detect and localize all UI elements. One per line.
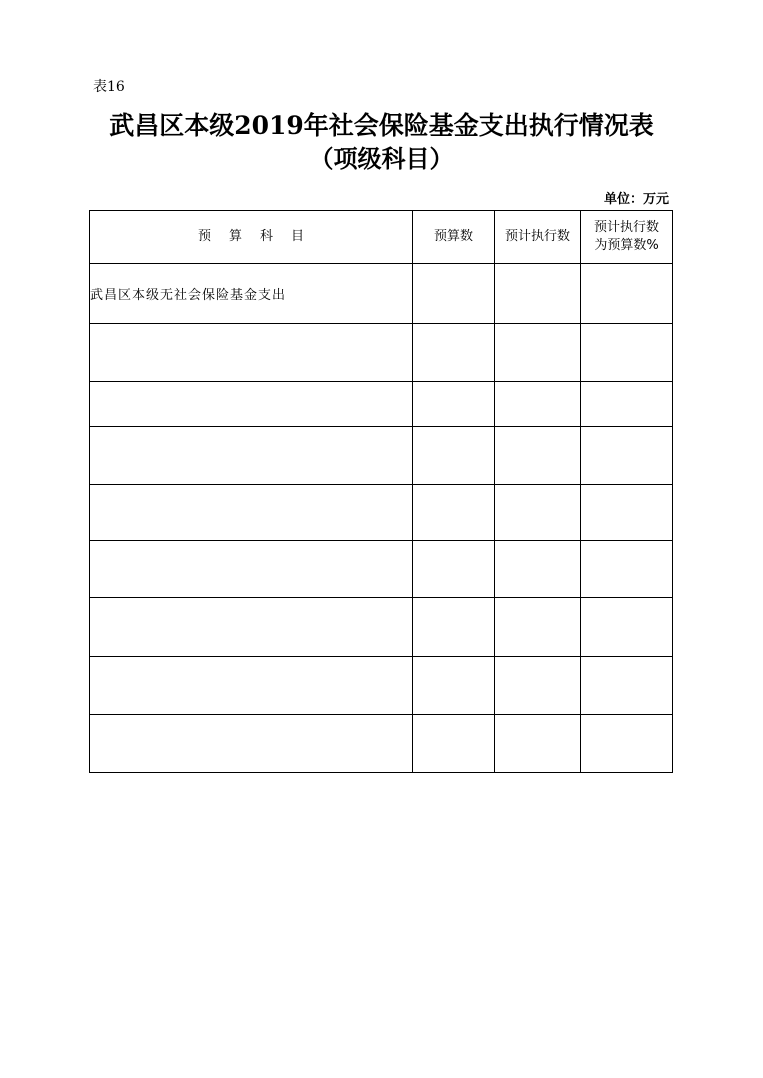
table-cell — [495, 598, 581, 657]
table-cell — [581, 485, 673, 541]
table-cell — [581, 541, 673, 598]
table-row — [90, 382, 673, 427]
table-cell — [495, 427, 581, 485]
table-cell — [495, 324, 581, 382]
table-cell — [581, 657, 673, 715]
table-cell — [495, 382, 581, 427]
table-cell — [413, 427, 495, 485]
table-cell — [413, 485, 495, 541]
table-row — [90, 324, 673, 382]
table-row — [90, 715, 673, 773]
table-cell — [413, 598, 495, 657]
header-execution-ratio-line2: 为预算数% — [594, 238, 659, 253]
table-row — [90, 264, 673, 324]
table-row — [90, 485, 673, 541]
table-cell — [581, 715, 673, 773]
table-cell — [495, 715, 581, 773]
table-cell — [413, 324, 495, 382]
table-cell — [90, 427, 413, 485]
table-header-row — [90, 211, 673, 264]
table-cell — [90, 324, 413, 382]
table-cell — [90, 598, 413, 657]
header-budget-amount: 预算数 — [413, 211, 495, 264]
table-cell — [413, 541, 495, 598]
table-cell — [413, 382, 495, 427]
table-cell — [90, 541, 413, 598]
table-row — [90, 598, 673, 657]
header-expected-execution: 预计执行数 — [495, 211, 581, 264]
table-cell — [581, 324, 673, 382]
table-cell — [495, 264, 581, 324]
table-cell — [581, 427, 673, 485]
table-cell — [90, 657, 413, 715]
table-cell — [581, 264, 673, 324]
unit-label: 单位：万元 — [603, 192, 669, 207]
budget-table — [89, 210, 673, 773]
table-row — [90, 427, 673, 485]
table-cell — [413, 657, 495, 715]
table-cell — [413, 264, 495, 324]
table-cell — [495, 541, 581, 598]
table-cell — [581, 382, 673, 427]
header-budget-subject: 预算科目 — [90, 211, 413, 264]
header-execution-ratio — [581, 211, 673, 264]
table-cell — [90, 715, 413, 773]
table-cell — [413, 715, 495, 773]
table-row — [90, 657, 673, 715]
page-subtitle: （项级科目） — [309, 144, 454, 173]
table-cell — [581, 598, 673, 657]
table-label: 表16 — [93, 79, 125, 95]
table-cell — [495, 657, 581, 715]
table-cell: 武昌区本级无社会保险基金支出 — [90, 264, 413, 324]
table-row — [90, 541, 673, 598]
table-cell — [495, 485, 581, 541]
page-title: 武昌区本级2019年社会保险基金支出执行情况表 — [109, 111, 654, 140]
header-execution-ratio-line1: 预计执行数 — [593, 220, 659, 235]
table-cell — [90, 382, 413, 427]
table-cell — [90, 485, 413, 541]
